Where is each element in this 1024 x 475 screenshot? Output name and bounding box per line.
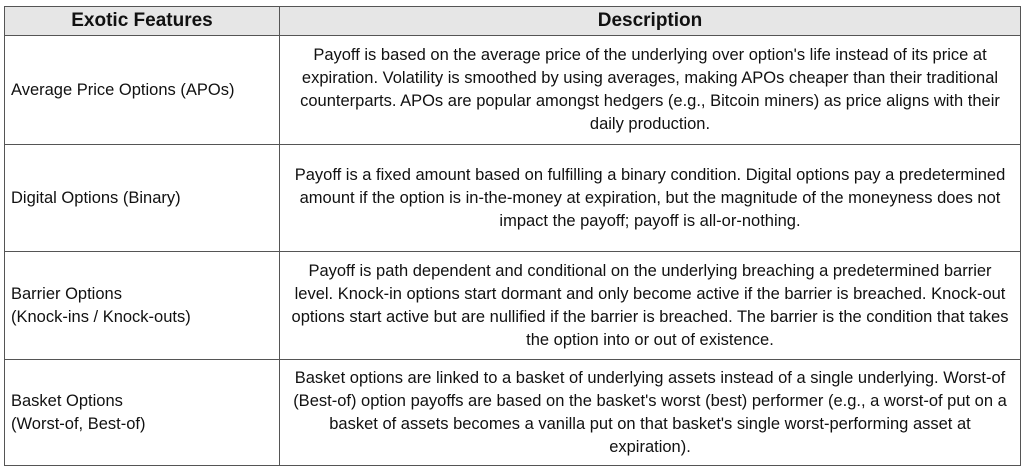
feature-name: Basket Options — [11, 391, 123, 410]
description-cell: Basket options are linked to a basket of underlying assets instead of a single underlying. Worst-of (Best-of) option payoffs are based on the basket's worst (best) performer (e.g., a worst-of put on a basket of assets becomes a vanilla put on that basket's single worst-performing asset at expiration). — [280, 360, 1021, 466]
table-row — [5, 145, 1021, 252]
exotic-features-table-container — [4, 6, 1020, 466]
header-description: Description — [280, 7, 1021, 36]
feature-name: Barrier Options — [11, 284, 122, 303]
table-row — [5, 36, 1021, 145]
feature-subtitle: (Worst-of, Best-of) — [11, 414, 146, 433]
description-cell: Payoff is path dependent and conditional on the underlying breaching a predetermined barrier level. Knock-in options start dormant and only become active if the barrier is breached. Knock-out options start active but are nullified if the barrier is breached. The barrier is the condition that takes the option into or out of existence. — [280, 252, 1021, 360]
feature-cell — [5, 360, 280, 466]
exotic-features-table — [4, 6, 1021, 466]
description-cell: Payoff is a fixed amount based on fulfilling a binary condition. Digital options pay a predetermined amount if the option is in-the-money at expiration, but the magnitude of the moneyness does not impact the payoff; payoff is all-or-nothing. — [280, 145, 1021, 252]
header-exotic-features: Exotic Features — [5, 7, 280, 36]
table-header-row — [5, 7, 1021, 36]
feature-cell — [5, 36, 280, 145]
feature-name: Average Price Options (APOs) — [11, 80, 235, 99]
feature-cell — [5, 252, 280, 360]
description-cell: Payoff is based on the average price of the underlying over option's life instead of its price at expiration. Volatility is smoothed by using averages, making APOs cheaper than their traditional counterparts. APOs are popular amongst hedgers (e.g., Bitcoin miners) as price aligns with their daily production. — [280, 36, 1021, 145]
table-row — [5, 252, 1021, 360]
feature-cell — [5, 145, 280, 252]
feature-subtitle: (Knock-ins / Knock-outs) — [11, 307, 191, 326]
feature-name: Digital Options (Binary) — [11, 188, 181, 207]
table-row — [5, 360, 1021, 466]
